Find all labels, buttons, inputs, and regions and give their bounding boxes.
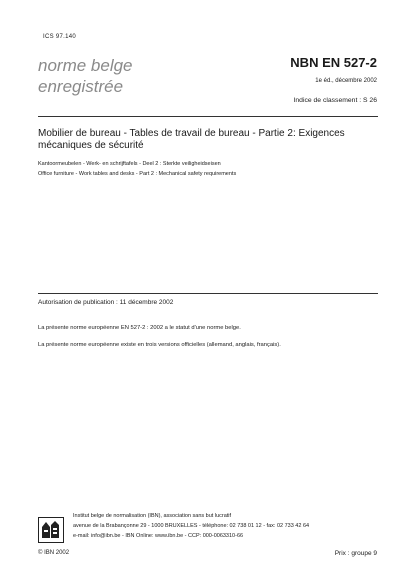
versions-statement: La présente norme européenne existe en trois versions officielles (allemand, anglais, français). xyxy=(38,342,281,348)
institute-address: avenue de la Brabançonne 29 - 1000 BRUXELLES - téléphone: 02 738 01 12 - fax: 02 733 42 64 xyxy=(73,523,310,529)
ics-code: ICS 97.140 xyxy=(43,34,77,40)
document-title: Mobilier de bureau - Tables de travail de bureau - Partie 2: Exigences mécaniques de sécurité xyxy=(38,128,345,151)
edition-date: 1e éd., décembre 2002 xyxy=(315,78,377,84)
copyright: © IBN 2002 xyxy=(38,550,70,556)
status-statement: La présente norme européenne EN 527-2 : 2002 a le statut d'une norme belge. xyxy=(38,325,241,331)
brand-line-2: enregistrée xyxy=(38,77,124,96)
classification-index: Indice de classement : S 26 xyxy=(293,97,377,104)
middle-divider xyxy=(38,293,378,294)
price-group: Prix : groupe 9 xyxy=(334,550,377,557)
standard-code: NBN EN 527-2 xyxy=(290,55,377,70)
english-title: Office furniture - Work tables and desks - Part 2 : Mechanical safety requirements xyxy=(38,171,237,177)
institute-contact: e-mail: info@ibn.be - IBN Online: www.ibn.be - CCP: 000-0063310-66 xyxy=(73,533,244,539)
publication-authorization: Autorisation de publication : 11 décembre 2002 xyxy=(38,299,174,306)
ibn-logo-icon xyxy=(38,517,64,543)
top-divider xyxy=(38,116,378,117)
brand-line-1: norme belge xyxy=(38,56,133,75)
dutch-title: Kantoormeubelen - Werk- en schrijftafels - Deel 2 : Sterkte veiligheidseisen xyxy=(38,161,221,167)
institute-name: Institut belge de normalisation (IBN), association sans but lucratif xyxy=(73,513,232,519)
